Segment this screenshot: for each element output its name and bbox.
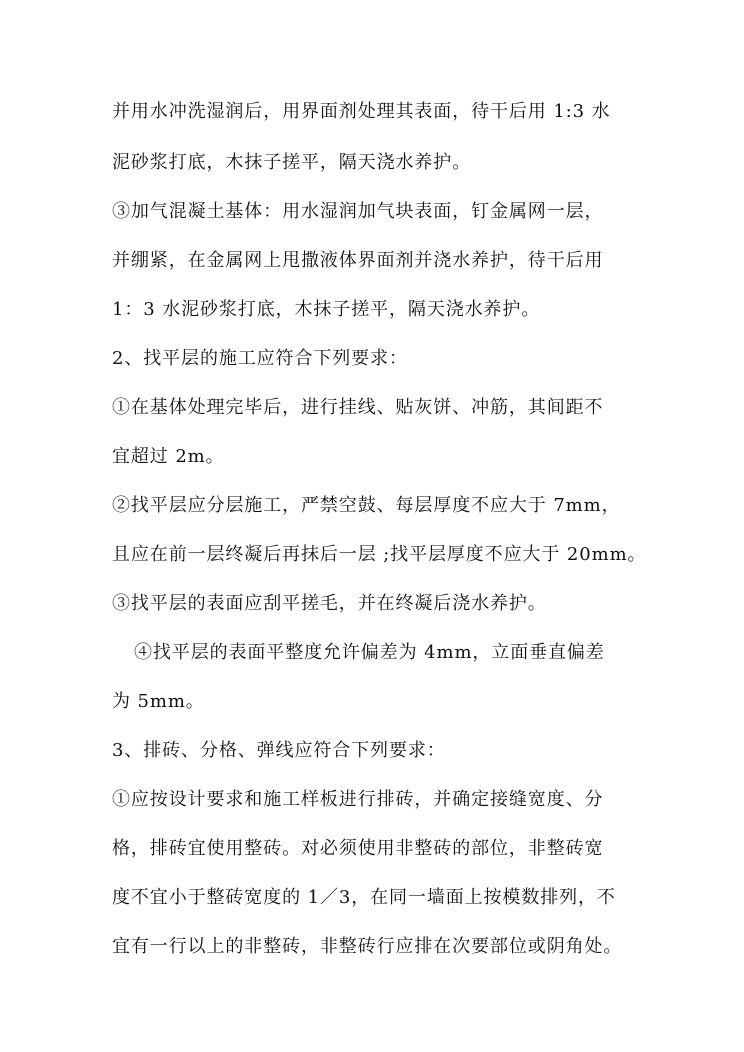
text-line: 为 5mm。 xyxy=(112,691,205,712)
text-line: 度不宜小于整砖宽度的 1／3，在同一墙面上按模数排列，不 xyxy=(112,887,616,908)
text-line: 并用水冲洗湿润后，用界面剂处理其表面，待干后用 1:3 水 xyxy=(112,101,611,122)
text-line: 1：3 水泥砂浆打底，木抹子搓平，隔天浇水养护。 xyxy=(112,299,541,320)
text-line: 泥砂浆打底，木抹子搓平，隔天浇水养护。 xyxy=(112,152,472,173)
text-line: ①在基体处理完毕后，进行挂线、贴灰饼、冲筋，其间距不 xyxy=(112,397,604,418)
text-line: 格，排砖宜使用整砖。对必须使用非整砖的部位，非整砖宽 xyxy=(112,838,604,859)
section-heading: 2、找平层的施工应符合下列要求： xyxy=(112,348,408,369)
text-line: ③加气混凝土基体：用水湿润加气块表面，钉金属网一层， xyxy=(112,201,604,222)
text-line: ④找平层的表面平整度允许偏差为 4mm，立面垂直偏差 xyxy=(134,642,605,663)
text-line: ③找平层的表面应刮平搓毛，并在终凝后浇水养护。 xyxy=(112,593,547,614)
text-line: ②找平层应分层施工，严禁空鼓、每层厚度不应大于 7mm， xyxy=(112,495,621,516)
text-line: 宜超过 2m。 xyxy=(112,446,225,467)
text-line: 且应在前一层终凝后再抹后一层 ;找平层厚度不应大于 20mm。 xyxy=(112,544,647,565)
text-line: 宜有一行以上的非整砖，非整砖行应排在次要部位或阴角处。 xyxy=(112,936,623,957)
text-line: ①应按设计要求和施工样板进行排砖，并确定接缝宽度、分 xyxy=(112,789,604,810)
text-line: 并绷紧，在金属网上甩撒液体界面剂并浇水养护，待干后用 xyxy=(112,250,604,271)
section-heading: 3、排砖、分格、弹线应符合下列要求： xyxy=(112,740,446,761)
